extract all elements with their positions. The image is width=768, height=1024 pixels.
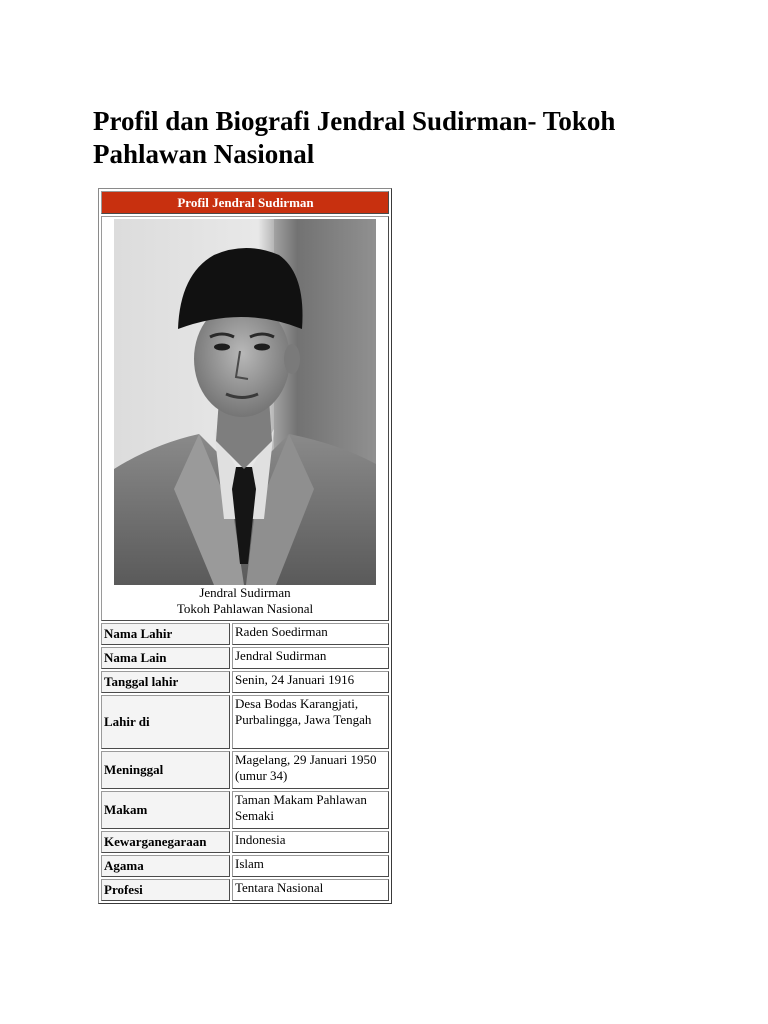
portrait-photo — [114, 219, 376, 585]
row-label: Lahir di — [101, 695, 230, 749]
photo-caption-name: Jendral Sudirman — [199, 585, 291, 600]
table-row — [101, 855, 389, 877]
row-label: Agama — [101, 855, 230, 877]
row-value: Indonesia — [232, 831, 389, 853]
row-value: Taman Makam Pahlawan Semaki — [232, 791, 389, 829]
table-row — [101, 791, 389, 829]
row-value: Magelang, 29 Januari 1950 (umur 34) — [232, 751, 389, 789]
table-row — [101, 671, 389, 693]
table-row — [101, 831, 389, 853]
row-label: Profesi — [101, 879, 230, 901]
row-value: Islam — [232, 855, 389, 877]
photo-cell — [101, 216, 389, 621]
table-row — [101, 623, 389, 645]
photo-caption-title: Tokoh Pahlawan Nasional — [176, 601, 314, 616]
row-value: Jendral Sudirman — [232, 647, 389, 669]
row-label: Nama Lain — [101, 647, 230, 669]
page-title: Profil dan Biografi Jendral Sudirman- Tokoh Pahlawan Nasional — [93, 106, 616, 169]
infobox-header: Profil Jendral Sudirman — [101, 191, 389, 214]
row-label: Tanggal lahir — [101, 671, 230, 693]
row-label: Nama Lahir — [101, 623, 230, 645]
table-row — [101, 879, 389, 901]
table-row — [101, 647, 389, 669]
row-label: Kewarganegaraan — [101, 831, 230, 853]
table-row — [101, 695, 389, 749]
row-value: Senin, 24 Januari 1916 — [232, 671, 389, 693]
row-label: Makam — [101, 791, 230, 829]
profile-infobox — [98, 188, 392, 904]
table-row — [101, 751, 389, 789]
row-label: Meninggal — [101, 751, 230, 789]
row-value: Desa Bodas Karangjati, Purbalingga, Jawa Tengah — [232, 695, 389, 749]
row-value: Tentara Nasional — [232, 879, 389, 901]
row-value: Raden Soedirman — [232, 623, 389, 645]
